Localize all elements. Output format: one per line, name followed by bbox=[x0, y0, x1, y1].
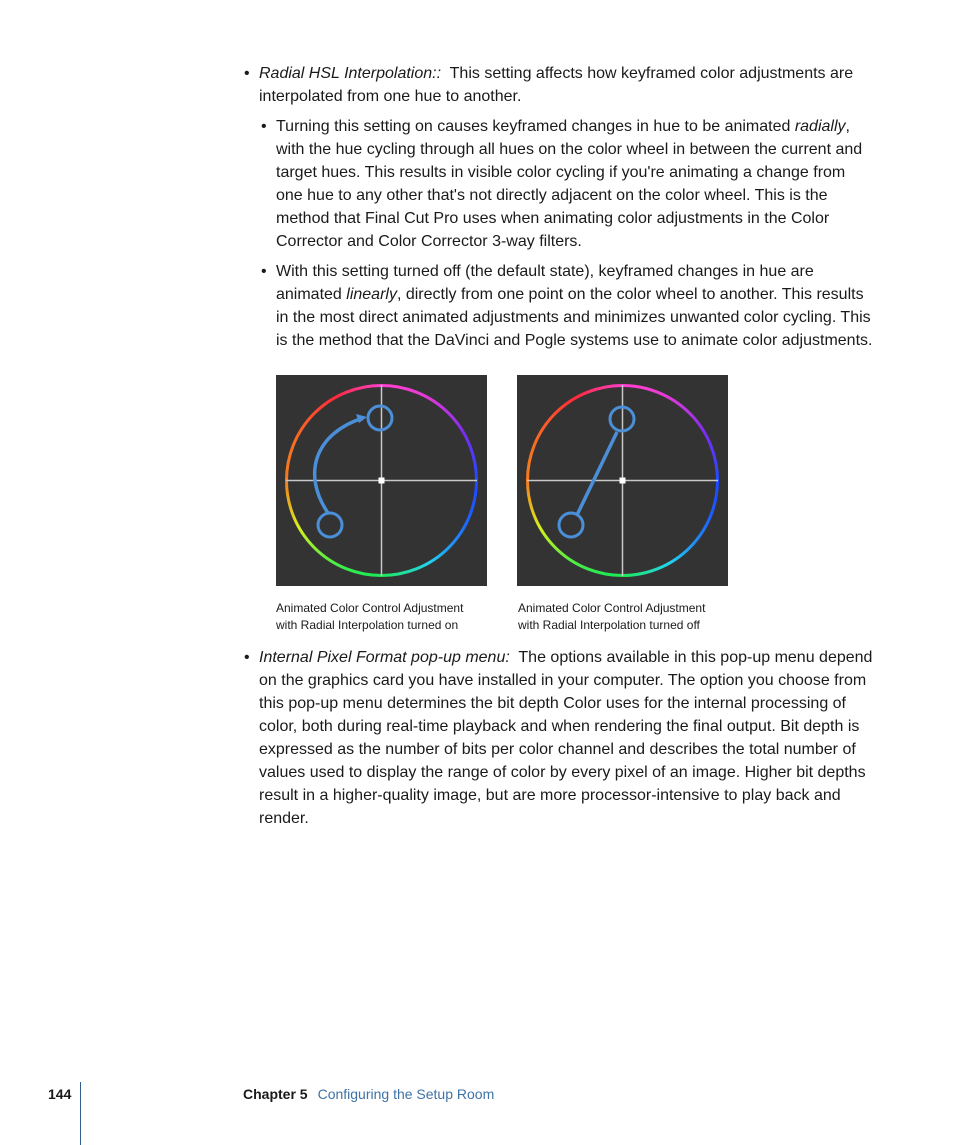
color-wheel-linear-figure bbox=[517, 375, 728, 586]
sub-bullet-radially bbox=[261, 115, 876, 253]
footer bbox=[243, 1086, 494, 1102]
text-before: Turning this setting on causes keyframed changes in hue to be animated bbox=[276, 118, 795, 135]
emphasis: linearly bbox=[346, 286, 397, 303]
linear-path bbox=[577, 432, 617, 515]
paragraph bbox=[259, 62, 859, 108]
bullet-glyph: • bbox=[261, 118, 267, 135]
bullet-glyph: • bbox=[261, 263, 267, 280]
page-number: 144 bbox=[48, 1086, 72, 1102]
target-hue-marker bbox=[368, 406, 392, 430]
color-wheel-linear-svg bbox=[517, 375, 728, 586]
description: The options available in this pop-up menu depend on the graphics card you have installed in your computer. The option you choose from this pop-up menu determines the bit depth Color uses for the internal processing of color, both during real-time playback and when rendering the final output. Bit depth is expressed as the number of bits per color channel and describes the total number of values used to display the range of color by every pixel of an image. Higher bit depths result in a higher-quality image, but are more processor-intensive to play back and render. bbox=[259, 649, 873, 827]
start-hue-marker bbox=[318, 513, 342, 537]
chapter-label: Chapter 5 bbox=[243, 1086, 308, 1102]
caption-line: Animated Color Control Adjustment bbox=[518, 601, 706, 615]
paragraph bbox=[276, 115, 876, 253]
description: This setting affects how keyframed color adjustments are interpolated from one hue to another. bbox=[259, 65, 854, 105]
paragraph bbox=[259, 646, 877, 830]
footer-divider bbox=[80, 1082, 81, 1145]
start-hue-marker bbox=[559, 513, 583, 537]
bullet-internal-pixel-format bbox=[244, 646, 877, 830]
emphasis: radially bbox=[794, 118, 846, 135]
chapter-title-link[interactable]: Configuring the Setup Room bbox=[317, 1086, 495, 1102]
bullet-glyph: • bbox=[244, 649, 250, 666]
sub-bullet-linearly bbox=[261, 260, 876, 352]
caption-line: with Radial Interpolation turned on bbox=[276, 618, 459, 632]
term-internal-pixel-format: Internal Pixel Format pop-up menu: bbox=[259, 649, 510, 666]
color-wheel-radial-figure bbox=[276, 375, 487, 586]
bullet-radial-hsl-interpolation bbox=[244, 62, 859, 108]
color-wheel-radial-svg bbox=[276, 375, 487, 586]
term-radial-hsl: Radial HSL Interpolation:: bbox=[259, 65, 442, 82]
center-point bbox=[379, 478, 385, 484]
text-after: , directly from one point on the color wheel to another. This results in the most direct animated adjustments and minimizes unwanted color cycling. This is the method that the DaVinci and Pogle systems use to animate color adjustments. bbox=[276, 286, 873, 349]
caption-line: Animated Color Control Adjustment bbox=[276, 601, 464, 615]
caption-radial-on bbox=[276, 600, 496, 634]
text-before: With this setting turned off (the default state), keyframed changes in hue are animated bbox=[276, 263, 814, 303]
paragraph bbox=[276, 260, 876, 352]
text-after: , with the hue cycling through all hues on the color wheel in between the current and target hues. This results in visible color cycling if you're animating a change from one hue to any other that's not directly adjacent on the color wheel. This is the method that Final Cut Pro uses when animating color adjustments in the Color Corrector and Color Corrector 3-way filters. bbox=[276, 118, 863, 250]
bullet-glyph: • bbox=[244, 65, 250, 82]
caption-line: with Radial Interpolation turned off bbox=[518, 618, 700, 632]
center-point bbox=[620, 478, 626, 484]
caption-radial-off bbox=[518, 600, 738, 634]
radial-arc-path bbox=[315, 418, 363, 513]
